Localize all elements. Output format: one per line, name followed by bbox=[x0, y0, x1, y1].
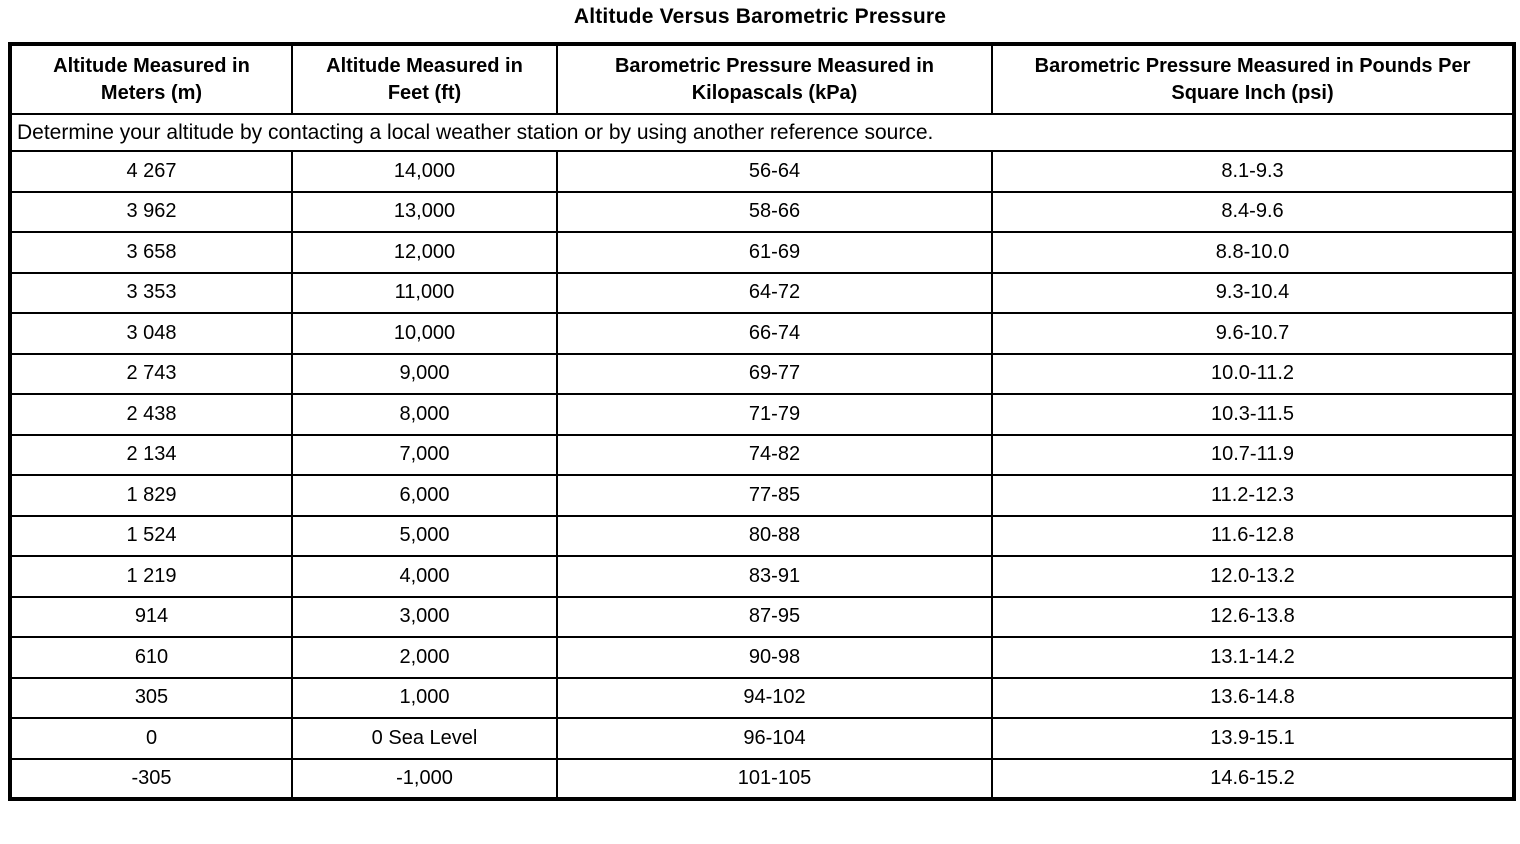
table-cell: 0 Sea Level bbox=[292, 718, 557, 759]
table-cell: 66-74 bbox=[557, 313, 992, 354]
table-cell: 7,000 bbox=[292, 435, 557, 476]
header-altitude-feet: Altitude Measured in Feet (ft) bbox=[292, 44, 557, 114]
table-cell: 3,000 bbox=[292, 597, 557, 638]
table-row bbox=[10, 394, 1514, 435]
table-cell: 9.3-10.4 bbox=[992, 273, 1514, 314]
table-body bbox=[10, 114, 1514, 799]
table-row bbox=[10, 313, 1514, 354]
table-cell: 4 267 bbox=[10, 151, 292, 192]
table-cell: 4,000 bbox=[292, 556, 557, 597]
table-title: Altitude Versus Barometric Pressure bbox=[573, 5, 947, 28]
header-pressure-kpa: Barometric Pressure Measured in Kilopascals (kPa) bbox=[557, 44, 992, 114]
table-cell: 58-66 bbox=[557, 192, 992, 233]
table-row bbox=[10, 556, 1514, 597]
table-cell: 77-85 bbox=[557, 475, 992, 516]
table-header bbox=[10, 44, 1514, 114]
table-cell: 1 219 bbox=[10, 556, 292, 597]
table-row bbox=[10, 354, 1514, 395]
table-cell: -1,000 bbox=[292, 759, 557, 800]
table-cell: 83-91 bbox=[557, 556, 992, 597]
table-cell: 14.6-15.2 bbox=[992, 759, 1514, 800]
table-cell: 12,000 bbox=[292, 232, 557, 273]
table-row bbox=[10, 718, 1514, 759]
table-cell: 1 829 bbox=[10, 475, 292, 516]
table-cell: 69-77 bbox=[557, 354, 992, 395]
table-cell: 3 658 bbox=[10, 232, 292, 273]
table-cell: 2 438 bbox=[10, 394, 292, 435]
table-cell: 2 743 bbox=[10, 354, 292, 395]
table-cell: 3 048 bbox=[10, 313, 292, 354]
table-row bbox=[10, 597, 1514, 638]
table-cell: 0 bbox=[10, 718, 292, 759]
table-cell: 11.6-12.8 bbox=[992, 516, 1514, 557]
table-row bbox=[10, 678, 1514, 719]
table-cell: 94-102 bbox=[557, 678, 992, 719]
table-row bbox=[10, 759, 1514, 800]
table-cell: 12.0-13.2 bbox=[992, 556, 1514, 597]
table-row bbox=[10, 475, 1514, 516]
table-cell: 14,000 bbox=[292, 151, 557, 192]
table-cell: 9,000 bbox=[292, 354, 557, 395]
table-row bbox=[10, 273, 1514, 314]
table-cell: 10.3-11.5 bbox=[992, 394, 1514, 435]
note-row bbox=[10, 114, 1514, 151]
table-cell: 87-95 bbox=[557, 597, 992, 638]
table-cell: 11,000 bbox=[292, 273, 557, 314]
table-cell: 3 353 bbox=[10, 273, 292, 314]
table-cell: 9.6-10.7 bbox=[992, 313, 1514, 354]
altitude-pressure-table bbox=[8, 42, 1516, 801]
table-cell: 10,000 bbox=[292, 313, 557, 354]
table-cell: 5,000 bbox=[292, 516, 557, 557]
table-row bbox=[10, 232, 1514, 273]
header-altitude-meters: Altitude Measured in Meters (m) bbox=[10, 44, 292, 114]
table-cell: 1 524 bbox=[10, 516, 292, 557]
table-cell: 11.2-12.3 bbox=[992, 475, 1514, 516]
table-cell: 61-69 bbox=[557, 232, 992, 273]
table-cell: 90-98 bbox=[557, 637, 992, 678]
table-cell: 610 bbox=[10, 637, 292, 678]
altitude-note: Determine your altitude by contacting a local weather station or by using another reference source. bbox=[10, 114, 1514, 151]
table-cell: 10.7-11.9 bbox=[992, 435, 1514, 476]
table-cell: 64-72 bbox=[557, 273, 992, 314]
table-cell: 305 bbox=[10, 678, 292, 719]
header-row bbox=[10, 44, 1514, 114]
table-cell: 12.6-13.8 bbox=[992, 597, 1514, 638]
table-cell: 8.1-9.3 bbox=[992, 151, 1514, 192]
table-cell: 96-104 bbox=[557, 718, 992, 759]
table-cell: 101-105 bbox=[557, 759, 992, 800]
table-cell: 13.1-14.2 bbox=[992, 637, 1514, 678]
table-cell: 71-79 bbox=[557, 394, 992, 435]
table-row bbox=[10, 151, 1514, 192]
table-cell: 80-88 bbox=[557, 516, 992, 557]
table-cell: 2,000 bbox=[292, 637, 557, 678]
table-row bbox=[10, 637, 1514, 678]
table-cell: 1,000 bbox=[292, 678, 557, 719]
table-row bbox=[10, 192, 1514, 233]
table-row bbox=[10, 516, 1514, 557]
table-cell: 13.9-15.1 bbox=[992, 718, 1514, 759]
table-cell: 6,000 bbox=[292, 475, 557, 516]
table-cell: 8.8-10.0 bbox=[992, 232, 1514, 273]
table-cell: 2 134 bbox=[10, 435, 292, 476]
table-cell: 13,000 bbox=[292, 192, 557, 233]
document-page bbox=[0, 4, 1520, 844]
table-cell: 56-64 bbox=[557, 151, 992, 192]
table-cell: 8,000 bbox=[292, 394, 557, 435]
table-cell: -305 bbox=[10, 759, 292, 800]
table-cell: 74-82 bbox=[557, 435, 992, 476]
table-cell: 8.4-9.6 bbox=[992, 192, 1514, 233]
header-pressure-psi: Barometric Pressure Measured in Pounds Per Square Inch (psi) bbox=[992, 44, 1514, 114]
table-cell: 10.0-11.2 bbox=[992, 354, 1514, 395]
table-row bbox=[10, 435, 1514, 476]
table-cell: 3 962 bbox=[10, 192, 292, 233]
table-cell: 914 bbox=[10, 597, 292, 638]
table-cell: 13.6-14.8 bbox=[992, 678, 1514, 719]
